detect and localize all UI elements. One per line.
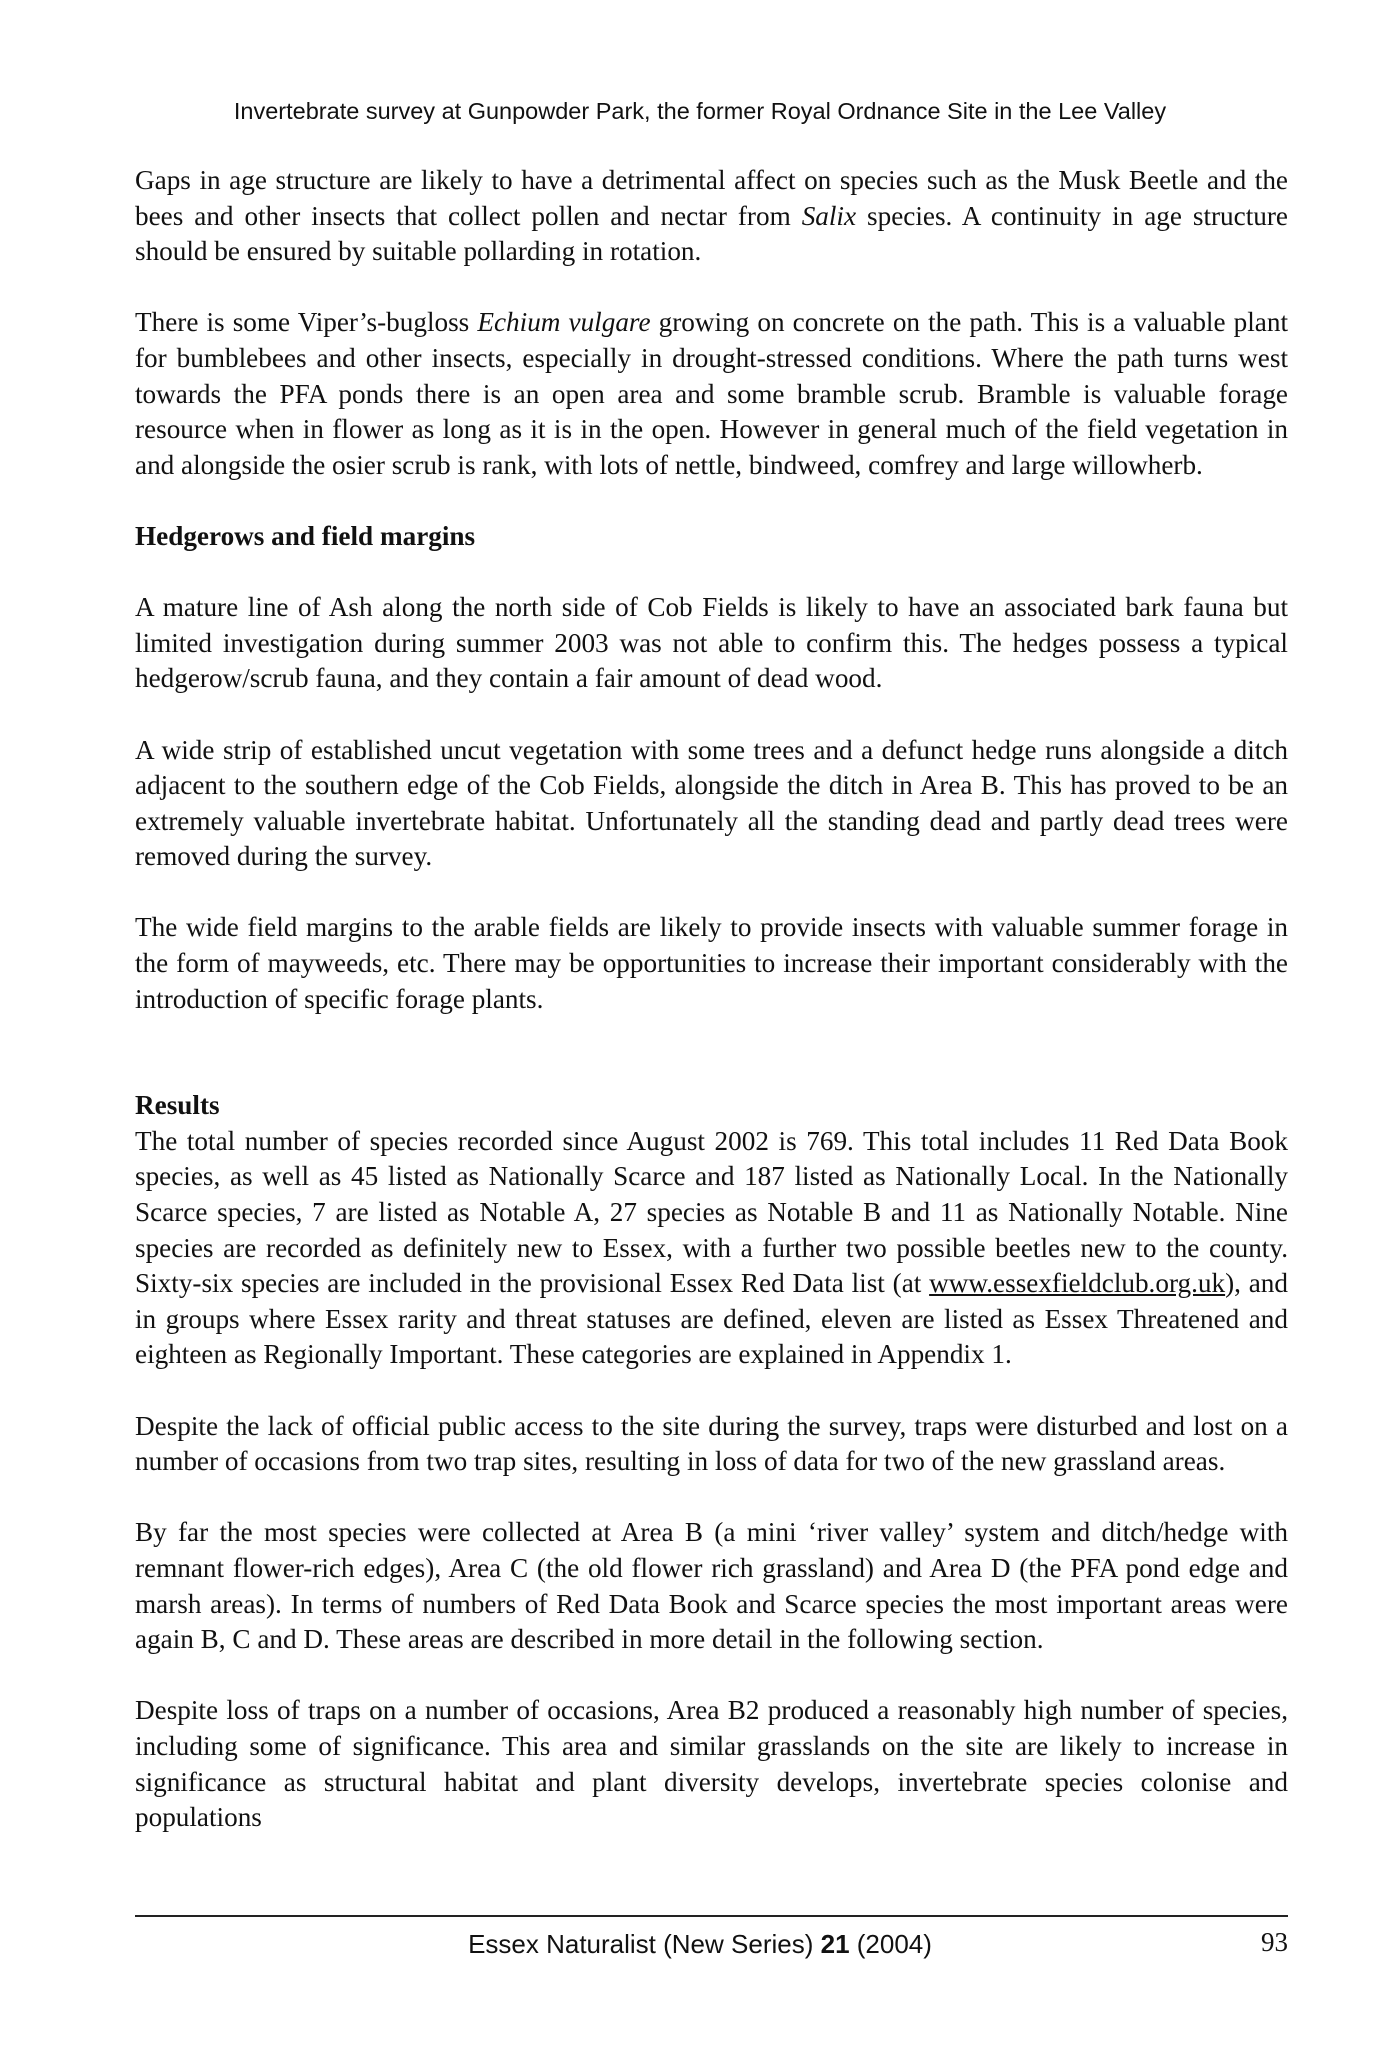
volume-number: 21 (820, 1929, 850, 1959)
paragraph: The wide field margins to the arable fields are likely to provide insects with valuable summer forage in the form of mayweeds, etc. There may be opportunities to increase their important considerably with the introduction of specific forage plants. (135, 912, 1288, 1014)
text-span: species. A continuity in age structure should be ensured by suitable pollarding in rotation. (135, 200, 1288, 267)
body-text (135, 163, 1288, 1836)
text-span: The total number of species recorded since August 2002 is 769. This total includes 11 Red Data Book species, as well as 45 listed as Nationally Scarce and 187 listed as Nationally Local. In the Nationally Scarce species, 7 are listed as Notable A, 27 species as Notable B and 11 as Nationally Notable. Nine species are recorded as definitely new to Essex, with a further two possible beetles new to the county. Sixty-six species are included in the provisional Essex Red Data list (at (135, 1125, 1288, 1299)
page-number: 93 (1261, 1927, 1288, 1957)
paragraph: Despite loss of traps on a number of occasions, Area B2 produced a reasonably high number of species, including some of significance. This area and similar grasslands on the site are likely to increase in significance as structural habitat and plant diversity develops, invertebrate species colonise and populations (135, 1695, 1288, 1833)
running-head: Invertebrate survey at Gunpowder Park, the former Royal Ordnance Site in the Lee Valley (233, 98, 1167, 124)
footer-rule (135, 1915, 1288, 1917)
paragraph: By far the most species were collected at Area B (a mini ‘river valley’ system and ditch/hedge with remnant flower-rich edges), Area C (the old flower rich grassland) and Area D (the PFA pond edge and marsh areas). In terms of numbers of Red Data Book and Scarce species the most important areas were again B, C and D. These areas are described in more detail in the following section. (135, 1517, 1288, 1655)
taxon-name: Echium vulgare (477, 307, 651, 338)
paragraph (135, 305, 1288, 483)
paragraph: A mature line of Ash along the north side of Cob Fields is likely to have an associated bark fauna but limited investigation during summer 2003 was not able to confirm this. The hedges possess a typical hedgerow/scrub fauna, and they contain a fair amount of dead wood. (135, 592, 1288, 694)
paragraph (135, 1124, 1288, 1373)
text-span: growing on concrete on the path. This is a valuable plant for bumblebees and other insects, especially in drought-stressed conditions. Where the path turns west towards the PFA ponds there is an open area and some bramble scrub. Bramble is valuable forage resource when in flower as long as it is in the open. However in general much of the field vegetation in and alongside the osier scrub is rank, with lots of nettle, bindweed, comfrey and large willowherb. (135, 307, 1288, 480)
paragraph: Despite the lack of official public access to the site during the survey, traps were disturbed and lost on a number of occasions from two trap sites, resulting in loss of data for two of the new grassland areas. (135, 1410, 1288, 1477)
text-span: Gaps in age structure are likely to have a detrimental affect on species such as the Musk Beetle and the bees and other insects that collect pollen and nectar from (135, 165, 1288, 231)
journal-year: (2004) (849, 1929, 932, 1959)
text-span: ), and in groups where Essex rarity and threat statuses are defined, eleven are listed as Essex Threatened and eighteen as Regionally Important. These categories are explained in Appendix 1. (135, 1268, 1288, 1370)
section-heading: Results (135, 1090, 220, 1121)
paragraph (135, 163, 1288, 270)
journal-citation (0, 1929, 1400, 1960)
text-span: There is some Viper’s-bugloss (135, 307, 478, 338)
website-link[interactable]: www.essexfieldclub.org.uk (929, 1268, 1226, 1299)
journal-name: Essex Naturalist (New Series) (468, 1929, 821, 1959)
section-heading: Hedgerows and field margins (135, 520, 476, 551)
paragraph: A wide strip of established uncut vegetation with some trees and a defunct hedge runs alongside a ditch adjacent to the southern edge of the Cob Fields, alongside the ditch in Area B. This has proved to be an extremely valuable invertebrate habitat. Unfortunately all the standing dead and partly dead trees were removed during the survey. (135, 734, 1288, 872)
taxon-name: Salix (801, 200, 857, 231)
